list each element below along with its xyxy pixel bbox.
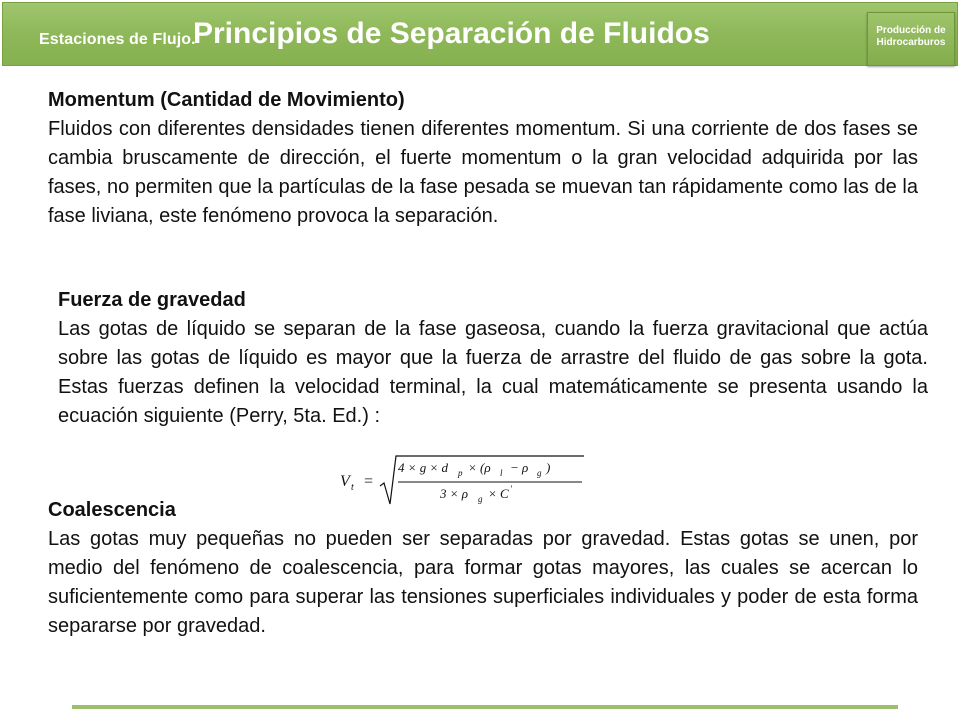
- badge-line-2: Hidrocarburos: [876, 37, 946, 48]
- section-gravity: [58, 286, 928, 431]
- section-heading: Coalescencia: [48, 499, 176, 521]
- formula-lhs: V: [340, 473, 350, 490]
- section-heading: Momentum (Cantidad de Movimiento): [48, 89, 405, 111]
- section-paragraph: Las gotas muy pequeñas no pueden ser separadas por gravedad. Estas gotas se unen, por medio del fenómeno de coalescencia, para formar gotas mayores, las cuales se acercan lo suficientemente como para superar las tensiones superficiales individuales y poder de esta forma separarse por gravedad.: [48, 528, 918, 637]
- formula-lhs-sub: t: [351, 482, 354, 493]
- formula-num-d: ): [546, 460, 551, 475]
- footer-divider: [72, 705, 898, 709]
- formula-den-a: 3 × ρ: [440, 486, 469, 501]
- formula-num-a-sub: p: [458, 468, 463, 478]
- section-momentum: [48, 86, 918, 231]
- course-badge: [867, 12, 955, 66]
- formula-num-c: − ρ: [510, 460, 529, 475]
- badge-line-1: Producción de: [876, 25, 946, 36]
- section-paragraph: Las gotas de líquido se separan de la fase gaseosa, cuando la fuerza gravitacional que actúa sobre las gotas de líquido es mayor que la fuerza de arrastre del fluido de gas sobre la gota. Estas fuerzas definen la velocidad terminal, la cual matemáticamente se presenta usando la ecuación siguiente (Perry, 5ta. Ed.) :: [58, 318, 928, 427]
- section-coalescence: [48, 496, 918, 641]
- formula-equals: =: [364, 473, 374, 490]
- formula-num-a: 4 × g × d: [398, 460, 449, 475]
- formula-num-b: × (ρ: [468, 460, 491, 475]
- formula-num-b-sub: l: [500, 468, 503, 478]
- formula-den-b-sup: ': [510, 484, 512, 494]
- page-title: Principios de Separación de Fluidos: [193, 17, 710, 50]
- formula-den-a-sub: g: [478, 494, 483, 504]
- section-heading: Fuerza de gravedad: [58, 289, 246, 311]
- formula-num-c-sub: g: [537, 468, 542, 478]
- formula-den-b: × C: [488, 486, 509, 501]
- banner-prefix: Estaciones de Flujo.: [39, 31, 196, 48]
- title-banner: [2, 2, 958, 66]
- section-paragraph: Fluidos con diferentes densidades tienen diferentes momentum. Si una corriente de dos fases se cambia bruscamente de dirección, el fuerte momentum o la gran velocidad adquirida por las fases, no permiten que la partículas de la fase pesada se muevan tan rápidamente como las de la fase liviana, este fenómeno provoca la separación.: [48, 118, 918, 227]
